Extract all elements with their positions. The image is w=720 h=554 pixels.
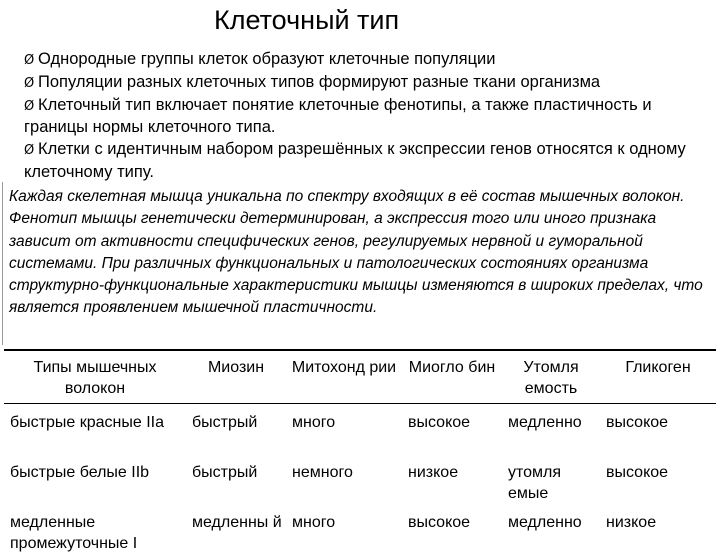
arrow-checkmark-icon: Ø xyxy=(24,98,35,114)
table-cell: утомля емые xyxy=(508,464,562,502)
table-cell: низкое xyxy=(408,464,459,481)
bullet-list xyxy=(24,49,714,184)
table-row xyxy=(4,454,716,504)
column-header-fatigability: Утомля емость xyxy=(502,350,600,404)
column-header-glycogen: Гликоген xyxy=(600,350,716,404)
table-cell: быстрые белые IIb xyxy=(10,464,150,481)
bullet-item xyxy=(24,72,714,95)
table-cell: низкое xyxy=(606,514,657,531)
table-cell: медленно xyxy=(508,414,582,431)
column-header-fiber-type: Типы мышечных волокон xyxy=(4,350,186,404)
table-cell: быстрые красные IIa xyxy=(10,414,164,431)
table-cell: медленные промежуточные I xyxy=(10,514,138,552)
bullet-text: Однородные группы клеток образуют клеточные популяции xyxy=(38,50,496,68)
table-cell: высокое xyxy=(606,414,669,431)
muscle-fiber-table xyxy=(4,349,716,554)
table-cell: немного xyxy=(292,464,353,481)
table-cell: много xyxy=(292,414,336,431)
arrow-checkmark-icon: Ø xyxy=(24,53,35,68)
arrow-checkmark-icon: Ø xyxy=(24,75,35,91)
slide-title: Клеточный тип xyxy=(214,5,400,35)
table-header-row xyxy=(4,350,716,404)
table-row xyxy=(4,404,716,455)
table-cell: высокое xyxy=(408,414,471,431)
bullet-text: Клетки с идентичным набором разрешённых к экспрессии генов относятся к одному клеточному типу. xyxy=(24,140,686,181)
table-cell: медленно xyxy=(508,514,582,531)
column-header-myoglobin: Миогло бин xyxy=(402,350,502,404)
table-cell: высокое xyxy=(606,464,669,481)
table-cell: высокое xyxy=(408,514,471,531)
bullet-item xyxy=(24,139,714,184)
table-cell: быстрый xyxy=(192,464,258,481)
table-cell: быстрый xyxy=(192,414,258,431)
arrow-checkmark-icon: Ø xyxy=(24,143,35,159)
bullet-text: Клеточный тип включает понятие клеточные фенотипы, а также пластичность и границы нормы клеточного типа. xyxy=(24,95,652,137)
intro-paragraph: Каждая скелетная мышца уникальна по спектру входящих в её состав мышечных волокон. Фенотип мышцы генетически детерминирован, а экспрессия того или иного признака зависит от активности специфических генов, регулируемых нервной и гуморальной системами. При различных функциональных и патологических состояниях организма структурно-функциональные характеристики мышцы изменяются в широких пределах, что является проявлением мышечной пластичности. xyxy=(9,188,703,317)
table-cell: много xyxy=(292,514,336,531)
bullet-item xyxy=(24,49,714,72)
column-header-mitochondria: Митохонд рии xyxy=(286,350,402,404)
table-cell: медленны й xyxy=(192,514,282,531)
bullet-text: Популяции разных клеточных типов формируют разные ткани организма xyxy=(38,72,601,91)
table-row xyxy=(4,504,716,554)
bullet-item xyxy=(24,95,714,140)
column-header-myosin: Миозин xyxy=(186,350,286,404)
